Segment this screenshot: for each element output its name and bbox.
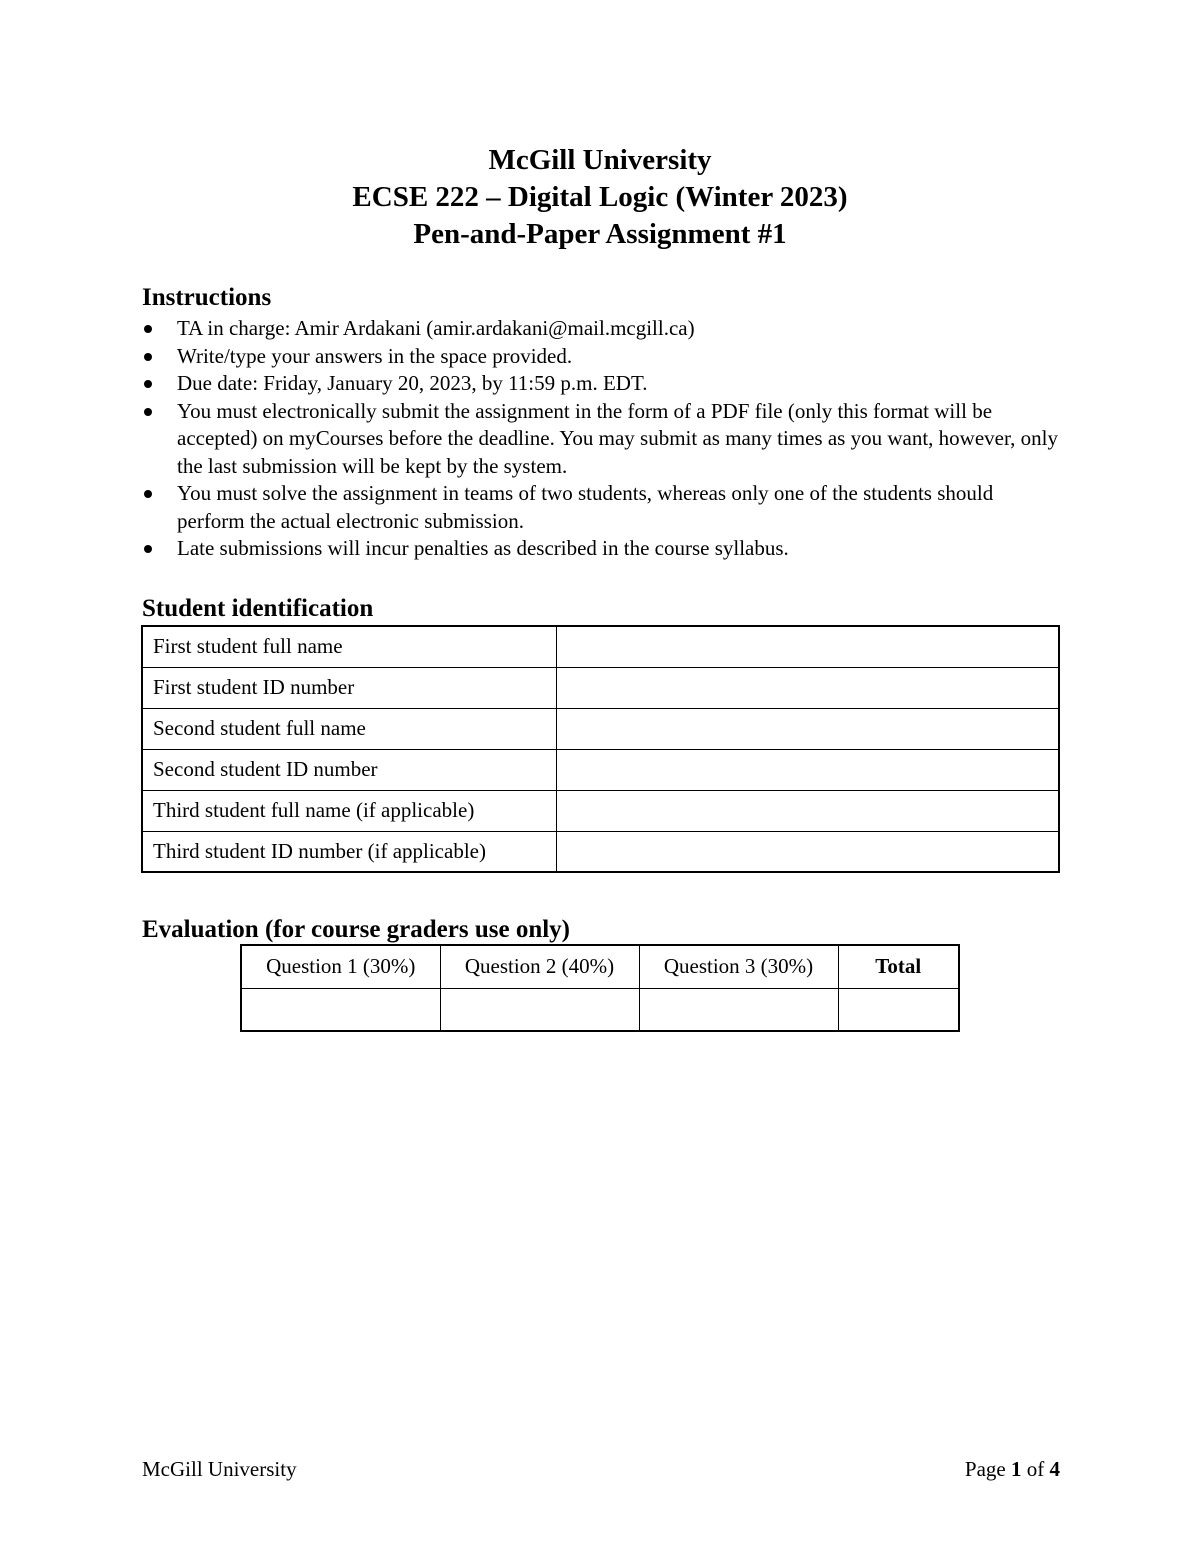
table-row xyxy=(142,626,1059,667)
table-row xyxy=(142,708,1059,749)
course-title: ECSE 222 – Digital Logic (Winter 2023) xyxy=(352,181,848,213)
field-label: First student full name xyxy=(142,626,556,667)
field-value[interactable] xyxy=(556,708,1059,749)
field-value[interactable] xyxy=(556,749,1059,790)
column-header-total: Total xyxy=(838,945,959,988)
page-number xyxy=(965,1457,1060,1482)
column-header-question-1: Question 1 (30%) xyxy=(241,945,440,988)
field-value[interactable] xyxy=(556,667,1059,708)
field-value[interactable] xyxy=(556,790,1059,831)
total-pages: 4 xyxy=(1049,1457,1060,1481)
instruction-item: You must solve the assignment in teams of two students, whereas only one of the students should perform the actual electronic submission. xyxy=(142,480,1062,535)
table-row xyxy=(241,988,959,1031)
table-row xyxy=(142,749,1059,790)
score-cell-question-2[interactable] xyxy=(440,988,639,1031)
instruction-item: TA in charge: Amir Ardakani (amir.ardakani@mail.mcgill.ca) xyxy=(142,315,1062,343)
student-identification-table xyxy=(141,625,1060,873)
score-cell-question-3[interactable] xyxy=(639,988,838,1031)
score-cell-total[interactable] xyxy=(838,988,959,1031)
field-label: Third student ID number (if applicable) xyxy=(142,831,556,872)
table-row xyxy=(142,790,1059,831)
table-header-row xyxy=(241,945,959,988)
instructions-list xyxy=(142,315,1062,563)
title-block xyxy=(0,142,1200,253)
of-word: of xyxy=(1026,1457,1045,1481)
student-identification-heading: Student identification xyxy=(142,595,374,622)
field-value[interactable] xyxy=(556,831,1059,872)
instruction-item: You must electronically submit the assignment in the form of a PDF file (only this format will be accepted) on myCourses before the deadline. You may submit as many times as you want, however, only the last submission will be kept by the system. xyxy=(142,398,1062,481)
score-cell-question-1[interactable] xyxy=(241,988,440,1031)
instruction-item: Write/type your answers in the space provided. xyxy=(142,343,1062,371)
instruction-item: Late submissions will incur penalties as described in the course syllabus. xyxy=(142,535,1062,563)
page-word: Page xyxy=(964,1457,1006,1481)
assignment-title: Pen-and-Paper Assignment #1 xyxy=(413,218,787,250)
instructions-heading: Instructions xyxy=(142,284,272,311)
table-row xyxy=(142,667,1059,708)
table-row xyxy=(142,831,1059,872)
field-label: Second student ID number xyxy=(142,749,556,790)
instruction-item: Due date: Friday, January 20, 2023, by 11:59 p.m. EDT. xyxy=(142,370,1062,398)
evaluation-table xyxy=(240,944,960,1032)
field-value[interactable] xyxy=(556,626,1059,667)
column-header-question-2: Question 2 (40%) xyxy=(440,945,639,988)
field-label: First student ID number xyxy=(142,667,556,708)
university-title: McGill University xyxy=(488,144,712,176)
evaluation-heading: Evaluation (for course graders use only) xyxy=(142,916,570,943)
footer-university: McGill University xyxy=(142,1457,297,1481)
current-page: 1 xyxy=(1011,1457,1022,1481)
field-label: Third student full name (if applicable) xyxy=(142,790,556,831)
field-label: Second student full name xyxy=(142,708,556,749)
column-header-question-3: Question 3 (30%) xyxy=(639,945,838,988)
